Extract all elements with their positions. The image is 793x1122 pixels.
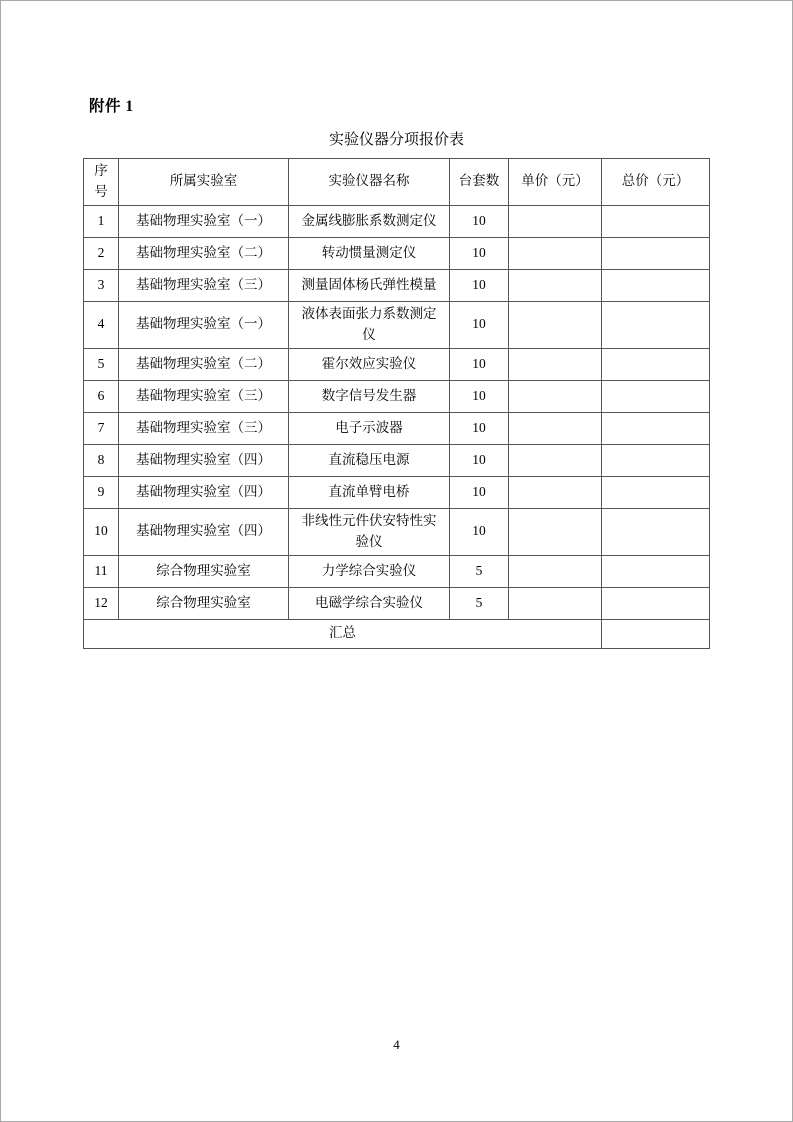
table-row bbox=[84, 476, 710, 508]
table-row bbox=[84, 205, 710, 237]
row-unit-price-cell bbox=[509, 348, 602, 380]
table-row bbox=[84, 237, 710, 269]
row-unit-price-cell bbox=[509, 237, 602, 269]
row-serial-number-cell: 6 bbox=[84, 380, 119, 412]
table-row bbox=[84, 412, 710, 444]
row-laboratory-cell: 基础物理实验室（一） bbox=[119, 301, 289, 348]
row-instrument-cell: 非线性元件伏安特性实验仪 bbox=[289, 508, 450, 555]
row-quantity-cell: 5 bbox=[450, 587, 509, 619]
row-unit-price-cell bbox=[509, 444, 602, 476]
page-number: 4 bbox=[393, 1037, 400, 1052]
row-unit-price-cell bbox=[509, 380, 602, 412]
row-total-price-cell bbox=[602, 269, 710, 301]
row-serial-number-cell: 3 bbox=[84, 269, 119, 301]
row-total-price-cell bbox=[602, 476, 710, 508]
row-quantity-cell: 10 bbox=[450, 237, 509, 269]
row-laboratory-cell: 基础物理实验室（三） bbox=[119, 412, 289, 444]
summary-row bbox=[84, 619, 710, 648]
row-laboratory-cell: 基础物理实验室（三） bbox=[119, 269, 289, 301]
row-total-price-cell bbox=[602, 380, 710, 412]
row-quantity-cell: 10 bbox=[450, 348, 509, 380]
table-body bbox=[84, 205, 710, 619]
row-laboratory-cell: 基础物理实验室（二） bbox=[119, 237, 289, 269]
header-laboratory: 所属实验室 bbox=[119, 159, 289, 206]
row-unit-price-cell bbox=[509, 476, 602, 508]
row-instrument-cell: 直流单臂电桥 bbox=[289, 476, 450, 508]
row-unit-price-cell bbox=[509, 587, 602, 619]
row-quantity-cell: 10 bbox=[450, 476, 509, 508]
row-laboratory-cell: 基础物理实验室（二） bbox=[119, 348, 289, 380]
header-serial-number: 序号 bbox=[84, 159, 119, 206]
row-total-price-cell bbox=[602, 444, 710, 476]
row-unit-price-cell bbox=[509, 412, 602, 444]
table-row bbox=[84, 301, 710, 348]
row-instrument-cell: 电子示波器 bbox=[289, 412, 450, 444]
row-quantity-cell: 5 bbox=[450, 555, 509, 587]
row-instrument-cell: 金属线膨胀系数测定仪 bbox=[289, 205, 450, 237]
row-serial-number-cell: 8 bbox=[84, 444, 119, 476]
row-quantity-cell: 10 bbox=[450, 444, 509, 476]
table-row bbox=[84, 269, 710, 301]
row-quantity-cell: 10 bbox=[450, 412, 509, 444]
row-instrument-cell: 力学综合实验仪 bbox=[289, 555, 450, 587]
table-row bbox=[84, 444, 710, 476]
row-unit-price-cell bbox=[509, 301, 602, 348]
row-serial-number-cell: 9 bbox=[84, 476, 119, 508]
page-title: 实验仪器分项报价表 bbox=[328, 132, 464, 148]
row-quantity-cell: 10 bbox=[450, 508, 509, 555]
row-laboratory-cell: 综合物理实验室 bbox=[119, 587, 289, 619]
row-serial-number-cell: 11 bbox=[84, 555, 119, 587]
row-serial-number-cell: 10 bbox=[84, 508, 119, 555]
row-total-price-cell bbox=[602, 205, 710, 237]
table-row bbox=[84, 555, 710, 587]
header-unit-price: 单价（元） bbox=[509, 159, 602, 206]
row-serial-number-cell: 12 bbox=[84, 587, 119, 619]
row-serial-number-cell: 1 bbox=[84, 205, 119, 237]
row-serial-number-cell: 4 bbox=[84, 301, 119, 348]
row-quantity-cell: 10 bbox=[450, 380, 509, 412]
summary-total-price-cell bbox=[602, 619, 710, 648]
row-laboratory-cell: 基础物理实验室（一） bbox=[119, 205, 289, 237]
row-laboratory-cell: 基础物理实验室（三） bbox=[119, 380, 289, 412]
row-laboratory-cell: 综合物理实验室 bbox=[119, 555, 289, 587]
table-header-row bbox=[84, 159, 710, 206]
row-total-price-cell bbox=[602, 587, 710, 619]
table-row bbox=[84, 587, 710, 619]
row-instrument-cell: 测量固体杨氏弹性模量 bbox=[289, 269, 450, 301]
table-row bbox=[84, 348, 710, 380]
quotation-table bbox=[83, 158, 710, 649]
attachment-label: 附件 1 bbox=[89, 98, 134, 115]
row-total-price-cell bbox=[602, 555, 710, 587]
row-unit-price-cell bbox=[509, 555, 602, 587]
row-quantity-cell: 10 bbox=[450, 269, 509, 301]
row-laboratory-cell: 基础物理实验室（四） bbox=[119, 444, 289, 476]
row-instrument-cell: 直流稳压电源 bbox=[289, 444, 450, 476]
row-quantity-cell: 10 bbox=[450, 205, 509, 237]
header-instrument-name: 实验仪器名称 bbox=[289, 159, 450, 206]
row-laboratory-cell: 基础物理实验室（四） bbox=[119, 476, 289, 508]
row-instrument-cell: 电磁学综合实验仪 bbox=[289, 587, 450, 619]
row-total-price-cell bbox=[602, 412, 710, 444]
row-instrument-cell: 液体表面张力系数测定仪 bbox=[289, 301, 450, 348]
row-quantity-cell: 10 bbox=[450, 301, 509, 348]
row-instrument-cell: 数字信号发生器 bbox=[289, 380, 450, 412]
header-quantity: 台套数 bbox=[450, 159, 509, 206]
row-total-price-cell bbox=[602, 508, 710, 555]
header-total-price: 总价（元） bbox=[602, 159, 710, 206]
row-instrument-cell: 霍尔效应实验仪 bbox=[289, 348, 450, 380]
row-unit-price-cell bbox=[509, 269, 602, 301]
row-serial-number-cell: 7 bbox=[84, 412, 119, 444]
row-unit-price-cell bbox=[509, 205, 602, 237]
row-instrument-cell: 转动惯量测定仪 bbox=[289, 237, 450, 269]
row-total-price-cell bbox=[602, 301, 710, 348]
table-row bbox=[84, 508, 710, 555]
row-unit-price-cell bbox=[509, 508, 602, 555]
summary-label-cell: 汇总 bbox=[84, 619, 602, 648]
row-total-price-cell bbox=[602, 237, 710, 269]
table-row bbox=[84, 380, 710, 412]
row-total-price-cell bbox=[602, 348, 710, 380]
row-serial-number-cell: 2 bbox=[84, 237, 119, 269]
row-serial-number-cell: 5 bbox=[84, 348, 119, 380]
row-laboratory-cell: 基础物理实验室（四） bbox=[119, 508, 289, 555]
